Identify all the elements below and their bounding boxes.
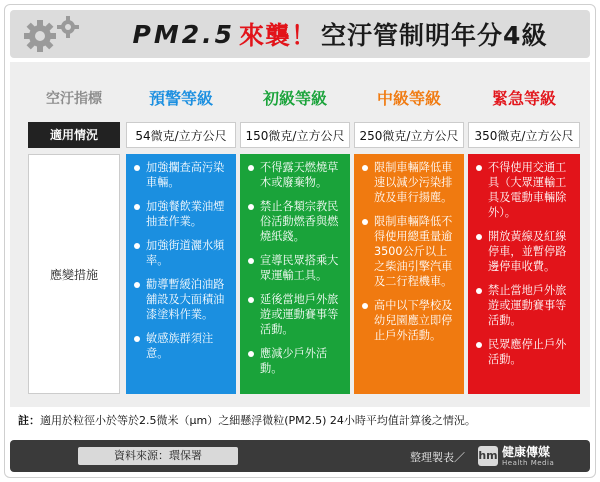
- list-item: 限制車輛降低不得使用總重量逾3500公斤以上之柴油引擎汽車及二行程機車。: [360, 214, 458, 289]
- list-item: 不得使用交通工具（大眾運輸工具及電動車輛除外）。: [474, 160, 574, 220]
- title-hit: 來襲！: [239, 21, 318, 50]
- corner-label: 空汙指標: [46, 91, 102, 107]
- list-item: 加強攔查高污染車輛。: [132, 160, 230, 190]
- brand-name: 健康傳媒: [502, 444, 551, 459]
- row-label-applicable: 適用情況: [28, 122, 120, 148]
- col-head-emergency: 緊急等級: [491, 89, 556, 108]
- unit-emergency: 350微克/立方公尺: [468, 122, 580, 148]
- brand-name-en: Health Media: [502, 458, 555, 467]
- list-item: 延後當地戶外旅遊或運動賽事等活動。: [246, 292, 344, 337]
- list-item: 加強街道灑水頻率。: [132, 238, 230, 268]
- footnote-prefix: 註：: [18, 414, 40, 427]
- header-bar: [10, 10, 590, 58]
- list-item: 不得露天燃燒草木或廢棄物。: [246, 160, 344, 190]
- card-initial: [240, 154, 350, 394]
- col-head-initial: 初級等級: [262, 89, 327, 108]
- brand-logo-icon: hm: [478, 446, 498, 466]
- list-item: 禁止當地戶外旅遊或運動賽事等活動。: [474, 283, 574, 328]
- card-warning: [126, 154, 236, 394]
- col-head-warning: 預警等級: [148, 89, 213, 108]
- list-item: 宣導民眾搭乘大眾運輸工具。: [246, 253, 344, 283]
- unit-initial: 150微克/立方公尺: [240, 122, 350, 148]
- card-emergency: [468, 154, 580, 394]
- list-item: 高中以下學校及幼兒園應立即停止戶外活動。: [360, 298, 458, 343]
- list-item: 敏感族群須注意。: [132, 331, 230, 361]
- title-pm: PM2.5: [132, 19, 236, 49]
- footnote-text: 適用於粒徑小於等於2.5微米（μm）之細懸浮微粒(PM2.5) 24小時平均值計算後之情況。: [40, 414, 476, 427]
- footnote: [18, 412, 588, 428]
- list-item: 加強餐飲業油煙抽查作業。: [132, 199, 230, 229]
- brand-logo: [478, 444, 554, 468]
- unit-medium: 250微克/立方公尺: [354, 122, 464, 148]
- compiled-label: 整理製表／: [410, 451, 465, 464]
- card-medium: [354, 154, 464, 394]
- list-item: 民眾應停止戶外活動。: [474, 337, 574, 367]
- footer-bar: [10, 440, 590, 472]
- source-label: 資料來源：環保署: [78, 447, 238, 465]
- list-item: 開放黃線及紅線停車，並暫停路邊停車收費。: [474, 229, 574, 274]
- col-head-medium: 中級等級: [376, 89, 441, 108]
- page-title: [100, 16, 580, 52]
- unit-warning: 54微克/立方公尺: [126, 122, 236, 148]
- table-panel: [10, 62, 590, 407]
- title-rest: 空汙管制明年分4級: [321, 21, 548, 50]
- row-label-measures: 應變措施: [28, 154, 120, 394]
- list-item: 應減少戶外活動。: [246, 346, 344, 376]
- list-item: 限制車輛降低車速以減少污染排放及車行揚塵。: [360, 160, 458, 205]
- list-item: 勸導暫緩泊油路舖設及大面積油漆塗料作業。: [132, 277, 230, 322]
- gear-icon: [18, 14, 88, 56]
- list-item: 禁止各類宗教民俗活動燃香與燃燒紙錢。: [246, 199, 344, 244]
